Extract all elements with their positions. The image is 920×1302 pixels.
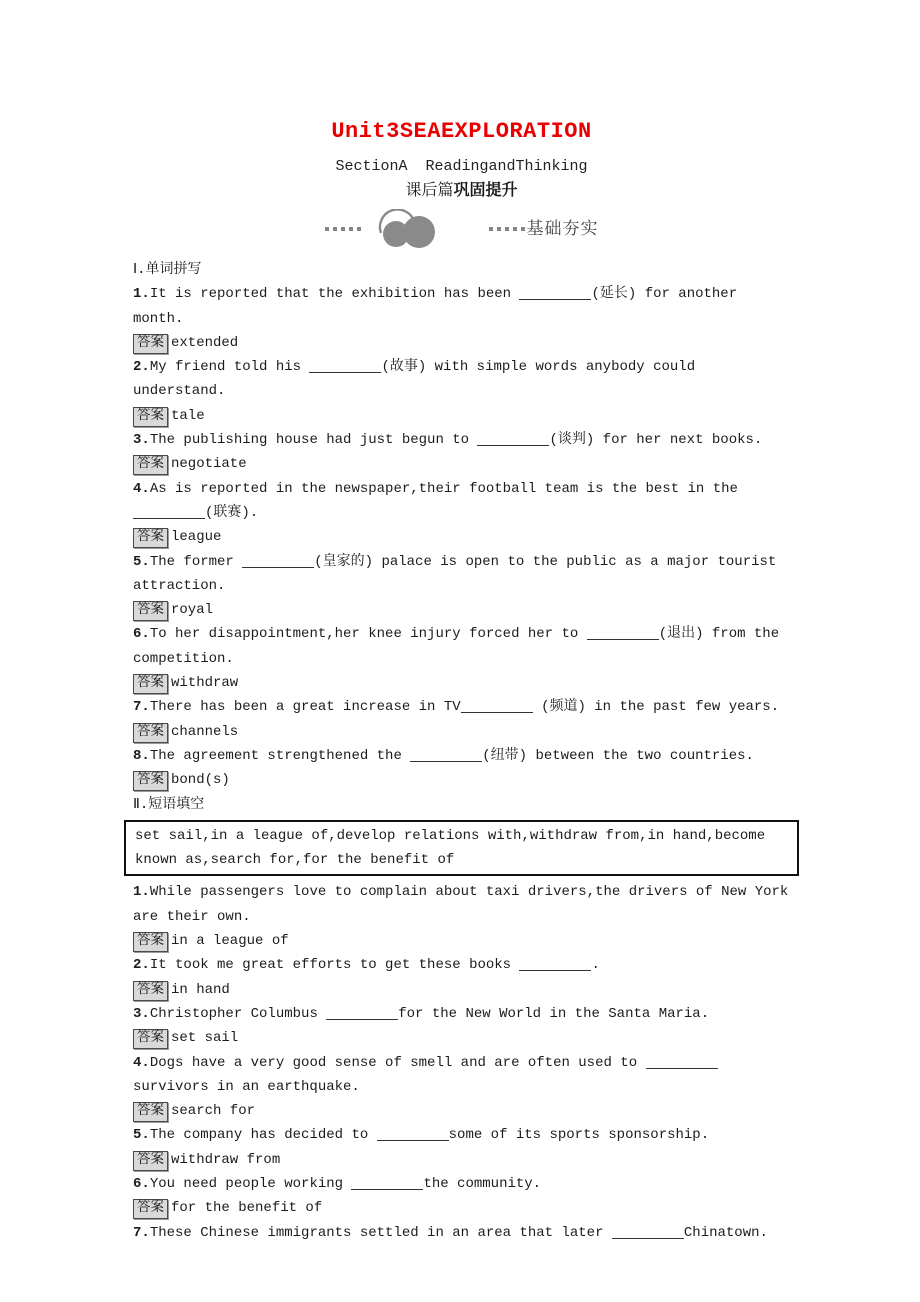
answer-badge: 答案 <box>133 1102 168 1122</box>
item-text: some of its sports sponsorship. <box>448 1127 710 1144</box>
item-number: 1. <box>133 286 150 303</box>
item-number: 2. <box>133 957 150 974</box>
answer-text: bond(s) <box>171 772 230 789</box>
answer-row <box>133 929 790 953</box>
answer-text: extended <box>171 334 239 351</box>
item-number: 2. <box>133 359 150 376</box>
dots-right <box>489 227 525 231</box>
item-number: 6. <box>133 1175 150 1192</box>
fill-blank <box>461 698 533 713</box>
answer-badge: 答案 <box>133 334 168 354</box>
item-number: 6. <box>133 626 150 643</box>
answer-text: search for <box>171 1103 256 1120</box>
exercise-item <box>133 1123 790 1147</box>
banner-label: 基础夯实 <box>526 218 599 238</box>
item-text: You need people working <box>149 1175 352 1192</box>
word-bank-box: set sail,in a league of,develop relations with,withdraw from,in hand,become known as,search for,for the benefit of <box>124 820 799 877</box>
item-text: These Chinese immigrants settled in an area that later <box>149 1224 612 1241</box>
item-text: for the New World in the Santa Maria. <box>398 1005 710 1022</box>
answer-row <box>133 452 790 476</box>
section-heading: Ⅰ.单词拼写 <box>133 262 202 278</box>
page-header <box>133 118 790 247</box>
item-text: While passengers love to complain about taxi drivers,the drivers of New York are their own. <box>133 884 789 925</box>
item-text: (联赛). <box>205 504 259 521</box>
item-text: (皇家的) palace is open to the public as a major tourist attraction. <box>133 553 777 594</box>
item-number: 5. <box>133 553 150 570</box>
item-number: 8. <box>133 747 150 764</box>
answer-badge: 答案 <box>133 455 168 475</box>
unit-title: Unit3SEAEXPLORATION <box>331 119 592 144</box>
exercise-item <box>133 744 790 768</box>
fill-blank <box>587 625 659 640</box>
fill-blank <box>519 285 591 300</box>
item-text: It is reported that the exhibition has been <box>149 286 520 303</box>
answer-text: negotiate <box>171 456 247 473</box>
item-number: 5. <box>133 1127 150 1144</box>
answer-badge: 答案 <box>133 1151 168 1171</box>
lesson-tag <box>133 179 790 203</box>
fill-blank <box>410 747 482 762</box>
section-heading: Ⅱ.短语填空 <box>133 796 205 813</box>
exercise-item <box>133 550 790 599</box>
answer-badge: 答案 <box>133 981 168 1001</box>
exercise-item <box>133 1002 790 1026</box>
answer-row <box>133 720 790 744</box>
exercise-item <box>133 1172 790 1196</box>
answer-text: set sail <box>171 1030 239 1047</box>
item-text: the community. <box>423 1175 542 1192</box>
answer-row <box>133 1099 790 1123</box>
sections <box>133 258 790 1245</box>
exercise-item <box>133 1221 790 1245</box>
item-text: The former <box>149 553 243 570</box>
answer-badge: 答案 <box>133 674 168 694</box>
answer-row <box>133 598 790 622</box>
answer-text: royal <box>171 602 214 619</box>
answer-badge: 答案 <box>133 771 168 791</box>
answer-text: withdraw from <box>171 1151 281 1168</box>
answer-text: in hand <box>171 981 230 998</box>
answer-text: for the benefit of <box>171 1200 323 1217</box>
answer-row <box>133 978 790 1002</box>
item-number: 4. <box>133 1054 150 1071</box>
answer-row <box>133 768 790 792</box>
fill-blank <box>309 358 381 373</box>
answer-row <box>133 671 790 695</box>
answer-badge: 答案 <box>133 932 168 952</box>
item-number: 3. <box>133 432 150 449</box>
exercise-item <box>133 1051 790 1100</box>
answer-row <box>133 404 790 428</box>
fill-blank <box>646 1054 718 1069</box>
fill-blank <box>612 1224 684 1239</box>
answer-row <box>133 331 790 355</box>
answer-text: tale <box>171 407 205 424</box>
answer-row <box>133 1148 790 1172</box>
basics-banner <box>133 211 790 247</box>
item-number: 7. <box>133 699 150 716</box>
answer-text: league <box>171 529 222 546</box>
answer-row <box>133 1196 790 1220</box>
exercise-item <box>133 355 790 404</box>
item-text: Chinatown. <box>683 1224 768 1241</box>
item-text: The agreement strengthened the <box>149 747 411 764</box>
item-text: (退出) from the competition. <box>133 626 780 667</box>
item-text: The publishing house had just begun to <box>149 432 478 449</box>
item-text: (延长) for another month. <box>133 286 738 327</box>
section-subtitle: SectionA ReadingandThinking <box>335 158 588 175</box>
item-number: 4. <box>133 480 150 497</box>
lesson-tag-bold: 巩固提升 <box>453 182 518 200</box>
item-text: (频道) in the past few years. <box>532 699 780 716</box>
fill-blank <box>351 1175 423 1190</box>
item-text: (谈判) for her next books. <box>549 432 763 449</box>
fill-blank <box>477 431 549 446</box>
item-number: 7. <box>133 1224 150 1241</box>
fill-blank <box>326 1005 398 1020</box>
exercise-item <box>133 282 790 331</box>
answer-text: withdraw <box>171 675 239 692</box>
exercise-item <box>133 953 790 977</box>
item-text: My friend told his <box>149 359 310 376</box>
dots-left <box>325 227 361 231</box>
fill-blank <box>377 1126 449 1141</box>
exercise-item <box>133 477 790 526</box>
item-text: The company has decided to <box>149 1127 377 1144</box>
item-text: Christopher Columbus <box>149 1005 327 1022</box>
item-text: . <box>591 957 600 974</box>
exercise-item <box>133 428 790 452</box>
item-text: survivors in an earthquake. <box>133 1078 360 1095</box>
answer-text: in a league of <box>171 933 289 950</box>
item-text: It took me great efforts to get these books <box>149 957 520 974</box>
answer-badge: 答案 <box>133 1199 168 1219</box>
answer-badge: 答案 <box>133 723 168 743</box>
item-text: As is reported in the newspaper,their football team is the best in the <box>149 480 738 497</box>
answer-row <box>133 1026 790 1050</box>
answer-text: channels <box>171 723 239 740</box>
fill-blank <box>242 553 314 568</box>
overlapping-circles-icon <box>369 209 441 249</box>
fill-blank <box>133 504 205 519</box>
answer-badge: 答案 <box>133 1029 168 1049</box>
item-text: (故事) with simple words anybody could understand. <box>133 359 696 400</box>
exercise-item <box>133 695 790 719</box>
item-text: (纽带) between the two countries. <box>482 747 754 764</box>
answer-row <box>133 525 790 549</box>
exercise-item <box>133 880 790 929</box>
exercise-item <box>133 622 790 671</box>
answer-badge: 答案 <box>133 528 168 548</box>
fill-blank <box>519 956 591 971</box>
item-text: Dogs have a very good sense of smell and are often used to <box>149 1054 646 1071</box>
item-number: 1. <box>133 884 150 901</box>
item-text: There has been a great increase in TV <box>149 699 461 716</box>
answer-badge: 答案 <box>133 407 168 427</box>
item-text: To her disappointment,her knee injury forced her to <box>149 626 587 643</box>
lesson-tag-regular: 课后篇 <box>405 182 454 200</box>
answer-badge: 答案 <box>133 601 168 621</box>
item-number: 3. <box>133 1005 150 1022</box>
